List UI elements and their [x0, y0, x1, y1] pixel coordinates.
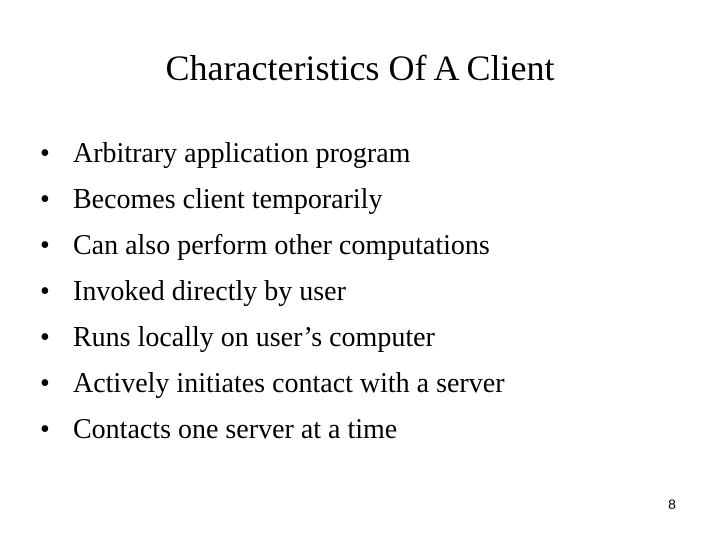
bullet-icon: • [40, 138, 50, 169]
bullet-icon: • [40, 230, 50, 261]
bullet-text: Actively initiates contact with a server [73, 368, 505, 399]
slide-title: Characteristics Of A Client [165, 48, 555, 88]
page-number: 8 [668, 496, 676, 512]
bullet-icon: • [40, 414, 50, 445]
bullet-text: Contacts one server at a time [73, 414, 398, 445]
bullet-icon: • [40, 184, 50, 215]
bullet-icon: • [40, 368, 50, 399]
bullet-icon: • [40, 322, 50, 353]
bullet-text: Can also perform other computations [73, 230, 490, 261]
bullet-text: Invoked directly by user [73, 276, 346, 307]
bullet-text: Arbitrary application program [73, 138, 411, 169]
bullet-icon: • [40, 276, 50, 307]
bullet-text: Becomes client temporarily [73, 184, 383, 215]
bullet-text: Runs locally on user’s computer [73, 322, 435, 353]
